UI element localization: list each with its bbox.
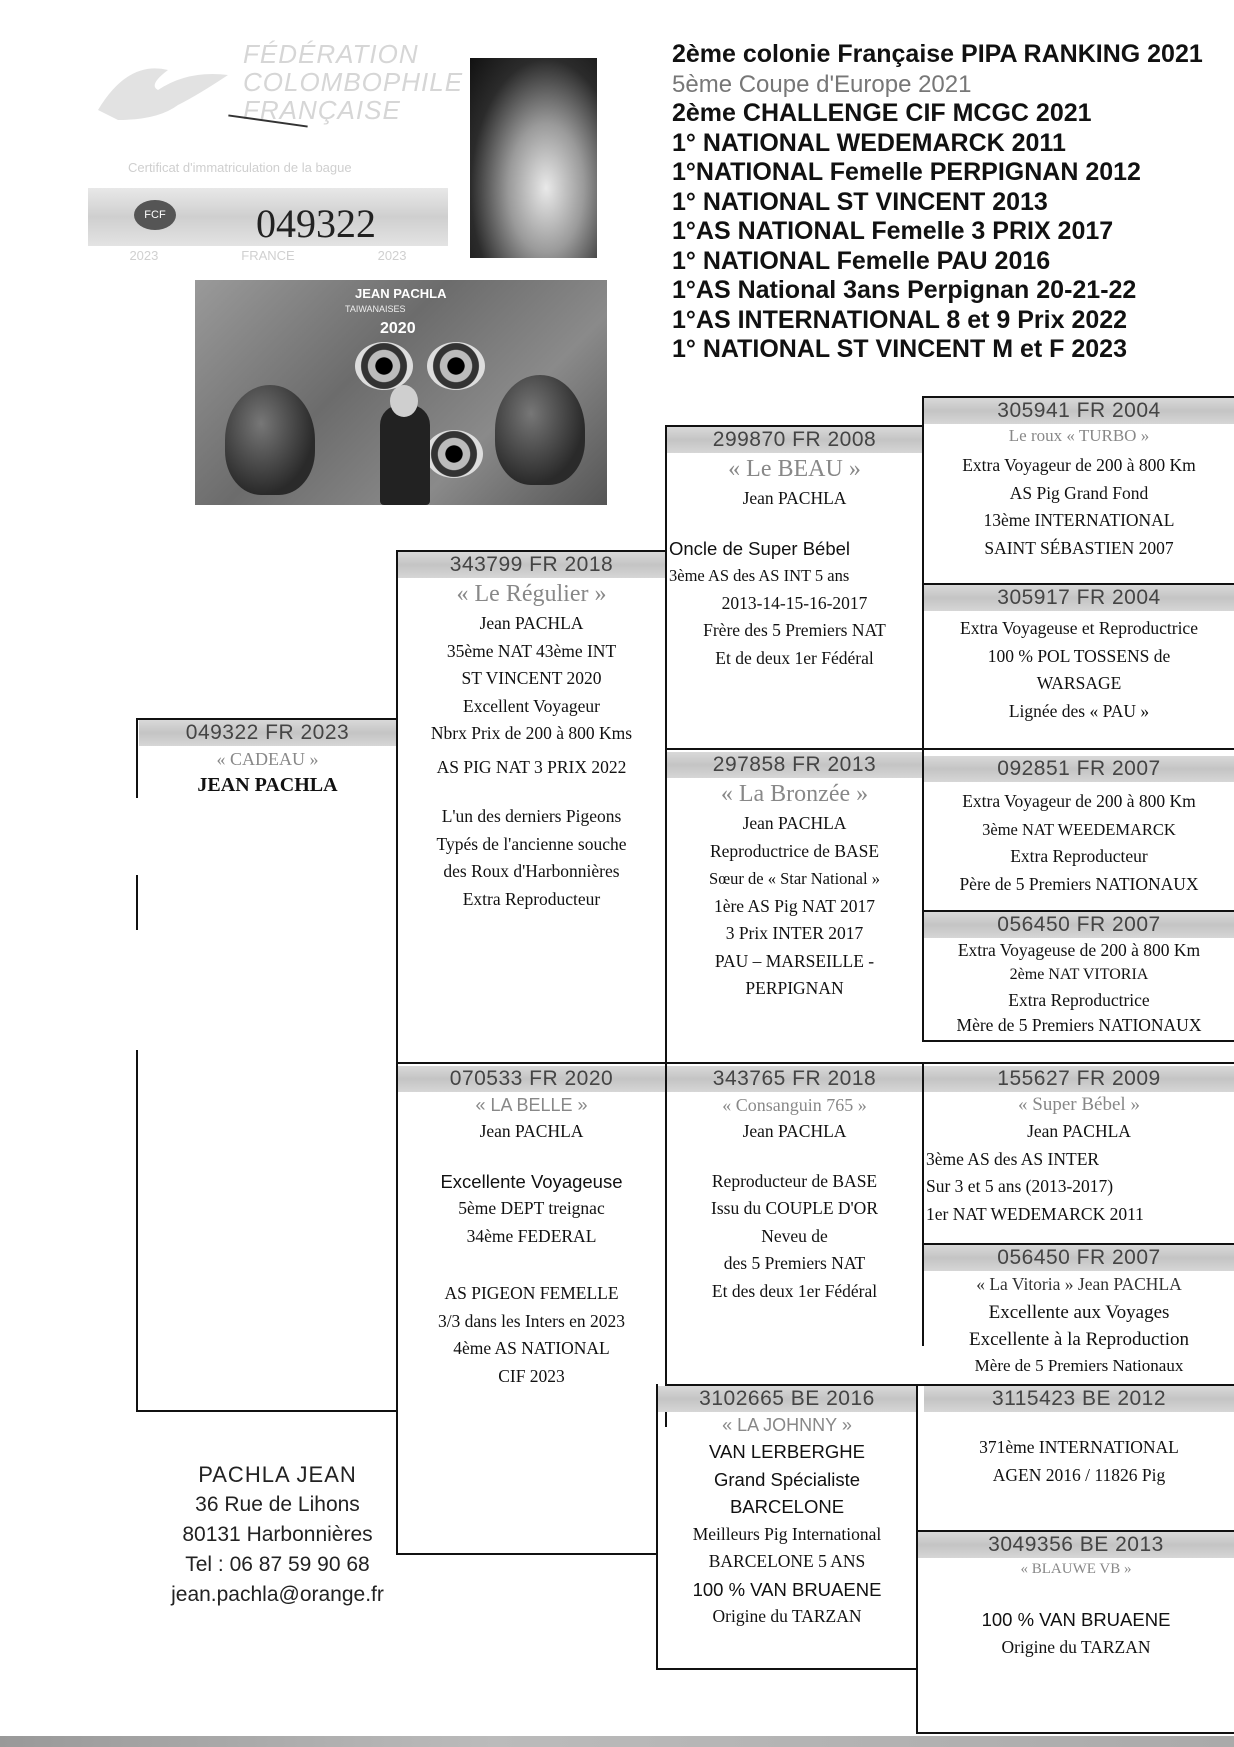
pedigree-detail: Typés de l'ancienne souche [436, 833, 627, 854]
pedigree-detail: 1er NAT WEDEMARCK 2011 [926, 1203, 1144, 1224]
achievement-line: 1°AS National 3ans Perpignan 20-21-22 [672, 276, 1137, 304]
federation-ring-certificate [88, 39, 464, 263]
pigeon-nickname: « Consanguin 765 » [722, 1095, 867, 1115]
achievement-line: 1° NATIONAL WEDEMARCK 2011 [672, 128, 1066, 157]
pedigree-detail: Sur 3 et 5 ans (2013-2017) [926, 1176, 1114, 1196]
spacer [918, 1580, 1234, 1606]
pedigree-sire [398, 552, 665, 913]
pedigree-line [916, 1732, 1234, 1734]
breeder-name: JEAN PACHLA [197, 774, 338, 796]
person-head [390, 385, 418, 417]
pedigree-detail: Et des deux 1er Fédéral [711, 1280, 878, 1301]
achievement-line: 2ème colonie Française PIPA RANKING 2021 [672, 40, 1203, 68]
pedigree-line [136, 875, 138, 930]
pedigree-detail: 13ème INTERNATIONAL [983, 510, 1175, 530]
pedigree-detail: L'un des derniers Pigeons [441, 806, 622, 826]
pigeon-nickname: « BLAUWE VB » [1020, 1561, 1132, 1577]
pigeon-eye-icon [427, 342, 485, 390]
pedigree-detail: Excellente aux Voyages [988, 1301, 1170, 1323]
federation-line-1: FÉDÉRATION [243, 39, 419, 69]
spacer [667, 513, 922, 535]
owner-city: 80131 Harbonnières [182, 1523, 373, 1546]
pedigree-detail: PERPIGNAN [745, 978, 844, 998]
pedigree-detail: WARSAGE [1036, 673, 1122, 693]
ring-header: 3049356 BE 2013 [918, 1532, 1234, 1558]
pedigree-line [922, 748, 1234, 750]
pedigree-detail: PAU – MARSEILLE - [714, 950, 875, 971]
pedigree-dam-dam [658, 1386, 916, 1631]
pedigree-detail: 371ème INTERNATIONAL [979, 1437, 1179, 1457]
pedigree-detail: CIF 2023 [498, 1365, 565, 1386]
federation-line-3: FRANÇAISE [243, 95, 401, 125]
pigeon-nickname: Le roux « TURBO » [1008, 426, 1150, 445]
owner-name: PACHLA JEAN [198, 1462, 357, 1487]
pedigree-detail: 3ème NAT WEEDEMARCK [982, 819, 1176, 839]
ring-header: 070533 FR 2020 [398, 1066, 665, 1092]
pedigree-line [665, 748, 923, 750]
federation-emblem-icon: FCF [134, 200, 176, 230]
pedigree-detail: AGEN 2016 / 11826 Pig [992, 1464, 1166, 1485]
achievement-line: 1°NATIONAL Femelle PERPIGNAN 2012 [672, 158, 1141, 186]
pedigree-dsd [924, 1245, 1234, 1378]
pedigree-detail: 3ème AS des AS INT 5 ans [669, 566, 850, 585]
achievement-line: 1°AS NATIONAL Femelle 3 PRIX 2017 [672, 217, 1114, 245]
ring-header: 3115423 BE 2012 [924, 1386, 1234, 1412]
pedigree-detail: Et de deux 1er Fédéral [715, 647, 874, 668]
pigeon-eye-icon [355, 342, 413, 390]
ring-footer-country: FRANCE [241, 248, 295, 263]
poster-subtitle: TAIWANAISES [345, 304, 406, 314]
pedigree-detail: AS PIG NAT 3 PRIX 2022 [436, 756, 627, 777]
pedigree-line [665, 1062, 923, 1064]
pedigree-detail: Origine du TARZAN [1001, 1636, 1151, 1657]
pedigree-sds [924, 756, 1234, 898]
poster-pigeon-left [225, 385, 315, 495]
pedigree-ssd [924, 585, 1234, 725]
pedigree-detail: Jean PACHLA [479, 613, 584, 633]
pigeon-nickname: « CADEAU » [216, 749, 319, 769]
pedigree-detail: ST VINCENT 2020 [461, 668, 602, 688]
pedigree-detail: Neveu de [761, 1225, 828, 1246]
pedigree-detail: Reproductrice de BASE [709, 840, 880, 861]
pedigree-detail: Issu du COUPLE D'OR [711, 1198, 878, 1218]
pedigree-detail: 35ème NAT 43ème INT [446, 640, 617, 661]
pedigree-detail: SAINT SÉBASTIEN 2007 [984, 537, 1174, 558]
pedigree-detail: 2ème NAT VITORIA [1009, 966, 1149, 983]
certificate-text: Certificat d'immatriculation de la bague [128, 160, 352, 175]
owner-email[interactable]: jean.pachla@orange.fr [171, 1583, 384, 1606]
pedigree-detail: BARCELONE 5 ANS [708, 1551, 866, 1571]
pedigree-line [922, 1062, 1234, 1064]
pedigree-detail: des Roux d'Harbonnières [443, 861, 620, 881]
pedigree-detail: 3ème AS des AS INTER [926, 1148, 1100, 1169]
owner-phone: Tel : 06 87 59 90 68 [185, 1553, 370, 1576]
pedigree-detail: Jean PACHLA [742, 488, 847, 508]
pigeon-photo [470, 58, 597, 258]
pedigree-line [396, 1062, 666, 1064]
pedigree-detail: Meilleurs Pig International [692, 1523, 882, 1544]
pedigree-detail: 1ère AS Pig NAT 2017 [713, 895, 876, 916]
pigeon-nickname: « Super Bébel » [1018, 1094, 1140, 1115]
pedigree-detail: 100 % POL TOSSENS de [987, 645, 1171, 666]
pedigree-line [396, 1553, 658, 1555]
pedigree-detail: 2013-14-15-16-2017 [721, 592, 868, 613]
spacer [398, 781, 665, 803]
pedigree-detail: Excellente Voyageuse [440, 1170, 623, 1192]
pigeon-nickname: « Le Régulier » [456, 581, 607, 607]
ring-header: 299870 FR 2008 [667, 427, 922, 453]
pedigree-detail: Jean PACHLA [742, 1121, 847, 1141]
pedigree-sire-sire [667, 427, 922, 672]
poster-photo [195, 280, 607, 505]
pigeon-nickname: « La Vitoria » Jean PACHLA [976, 1274, 1182, 1294]
pedigree-detail: VAN LERBERGHE [709, 1441, 865, 1462]
pedigree-detail: 4ème AS NATIONAL [453, 1338, 610, 1358]
pedigree-detail: 100 % VAN BRUAENE [981, 1609, 1171, 1630]
ring-header: 3102665 BE 2016 [658, 1386, 916, 1412]
pedigree-detail: Mère de 5 Premiers Nationaux [974, 1355, 1184, 1375]
ring-footer [88, 248, 448, 263]
ring-footer-year-left: 2023 [129, 248, 159, 263]
ring-header: 056450 FR 2007 [924, 1245, 1234, 1271]
pedigree-line [656, 1668, 918, 1670]
pedigree-line [136, 1410, 398, 1412]
pedigree-detail: Mère de 5 Premiers NATIONAUX [956, 1015, 1202, 1035]
dove-logo-icon [88, 50, 238, 140]
ring-header: 305941 FR 2004 [924, 398, 1234, 424]
ring-header: 092851 FR 2007 [924, 756, 1234, 782]
pedigree-detail: Frère des 5 Premiers NAT [703, 620, 886, 640]
pedigree-dss [924, 1066, 1234, 1228]
pedigree-line [136, 1050, 138, 1410]
pedigree-detail: Extra Reproducteur [462, 888, 601, 909]
ring-header: 155627 FR 2009 [924, 1066, 1234, 1092]
pedigree-detail: Extra Voyageur de 200 à 800 Km [962, 455, 1196, 475]
pedigree-detail: des 5 Premiers NAT [723, 1253, 866, 1273]
person-figure [380, 405, 430, 505]
pedigree-detail: Jean PACHLA [1027, 1121, 1131, 1141]
achievement-line: 1°AS INTERNATIONAL 8 et 9 Prix 2022 [672, 305, 1128, 334]
spacer [398, 1250, 665, 1280]
pedigree-detail: Nbrx Prix de 200 à 800 Kms [430, 723, 633, 743]
pedigree-ddd [918, 1532, 1234, 1661]
ring-footer-year-right: 2023 [377, 248, 407, 263]
pedigree-detail: Lignée des « PAU » [1008, 700, 1150, 721]
pedigree-detail: Extra Voyageuse et Reproductrice [960, 618, 1198, 638]
ring-number: 049322 [256, 201, 376, 246]
ring-header: 056450 FR 2007 [924, 912, 1234, 938]
pedigree-line [922, 1040, 1234, 1042]
pedigree-detail: 5ème DEPT treignac [458, 1198, 605, 1218]
pedigree-detail: 34ème FEDERAL [466, 1225, 597, 1246]
pedigree-detail: Père de 5 Premiers NATIONAUX [959, 873, 1199, 894]
achievement-line: 1° NATIONAL ST VINCENT 2013 [672, 187, 1048, 216]
pedigree-sire-dam [667, 752, 922, 1003]
pigeon-nickname: « La Bronzée » [720, 781, 869, 807]
pedigree-dam-sire [667, 1066, 922, 1305]
ring-header: 343765 FR 2018 [667, 1066, 922, 1092]
ring-header: 049322 FR 2023 [139, 720, 396, 746]
achievement-line: 1° NATIONAL Femelle PAU 2016 [672, 246, 1051, 275]
pedigree-sdd [924, 912, 1234, 1037]
pedigree-detail: Oncle de Super Bébel [669, 537, 851, 559]
pedigree-detail: Extra Voyageuse de 200 à 800 Km [957, 940, 1201, 960]
pigeon-eye-icon [425, 430, 483, 478]
achievement-line: 1° NATIONAL ST VINCENT M et F 2023 [672, 335, 1127, 363]
pedigree-detail: 3/3 dans les Inters en 2023 [437, 1310, 626, 1331]
pedigree-detail: Jean PACHLA [742, 813, 847, 833]
ring-header: 343799 FR 2018 [398, 552, 665, 578]
pedigree-detail: Jean PACHLA [479, 1121, 584, 1141]
ring-header: 305917 FR 2004 [924, 585, 1234, 611]
spacer [924, 1412, 1234, 1434]
pedigree-detail: 100 % VAN BRUAENE [692, 1578, 882, 1600]
pedigree-subject [139, 720, 396, 800]
ring-header: 297858 FR 2013 [667, 752, 922, 778]
spacer [398, 1146, 665, 1168]
pedigree-detail: Reproducteur de BASE [711, 1170, 878, 1191]
poster-year: 2020 [380, 320, 416, 337]
pedigree-detail: Extra Voyageur de 200 à 800 Km [962, 791, 1196, 811]
scan-edge-strip [0, 1736, 1234, 1747]
pigeon-nickname: « Le BEAU » [728, 456, 861, 482]
pedigree-detail: Origine du TARZAN [712, 1606, 862, 1626]
pedigree-dds [924, 1386, 1234, 1489]
pedigree-detail: Sœur de « Star National » [709, 869, 880, 888]
pedigree-line [136, 718, 138, 798]
poster-pigeon-right [495, 375, 585, 485]
pedigree-detail: Extra Reproducteur [1010, 846, 1148, 866]
achievement-list [672, 40, 1234, 365]
pedigree-detail: Grand Spécialiste [713, 1468, 861, 1490]
pedigree-sss [924, 398, 1234, 562]
pigeon-nickname: « LA BELLE » [475, 1095, 588, 1115]
pedigree-detail: 3 Prix INTER 2017 [725, 923, 864, 943]
pedigree-detail: Excellent Voyageur [463, 695, 600, 716]
achievement-line: 2ème CHALLENGE CIF MCGC 2021 [672, 99, 1092, 127]
pedigree-dam [398, 1066, 665, 1390]
poster-title: JEAN PACHLA [355, 286, 447, 301]
spacer [667, 1146, 922, 1168]
pedigree-detail: BARCELONE [729, 1496, 845, 1517]
pedigree-detail: AS Pig Grand Fond [1009, 482, 1149, 503]
pedigree-detail: Extra Reproductrice [1008, 990, 1150, 1010]
pedigree-detail: Excellente à la Reproduction [969, 1329, 1189, 1350]
owner-street: 36 Rue de Lihons [195, 1493, 360, 1516]
pigeon-nickname: « LA JOHNNY » [722, 1415, 852, 1435]
achievement-line: 5ème Coupe d'Europe 2021 [672, 70, 972, 98]
owner-contact [135, 1460, 420, 1610]
federation-line-2: COLOMBOPHILE [243, 67, 464, 97]
pedigree-detail: AS PIGEON FEMELLE [444, 1283, 619, 1303]
